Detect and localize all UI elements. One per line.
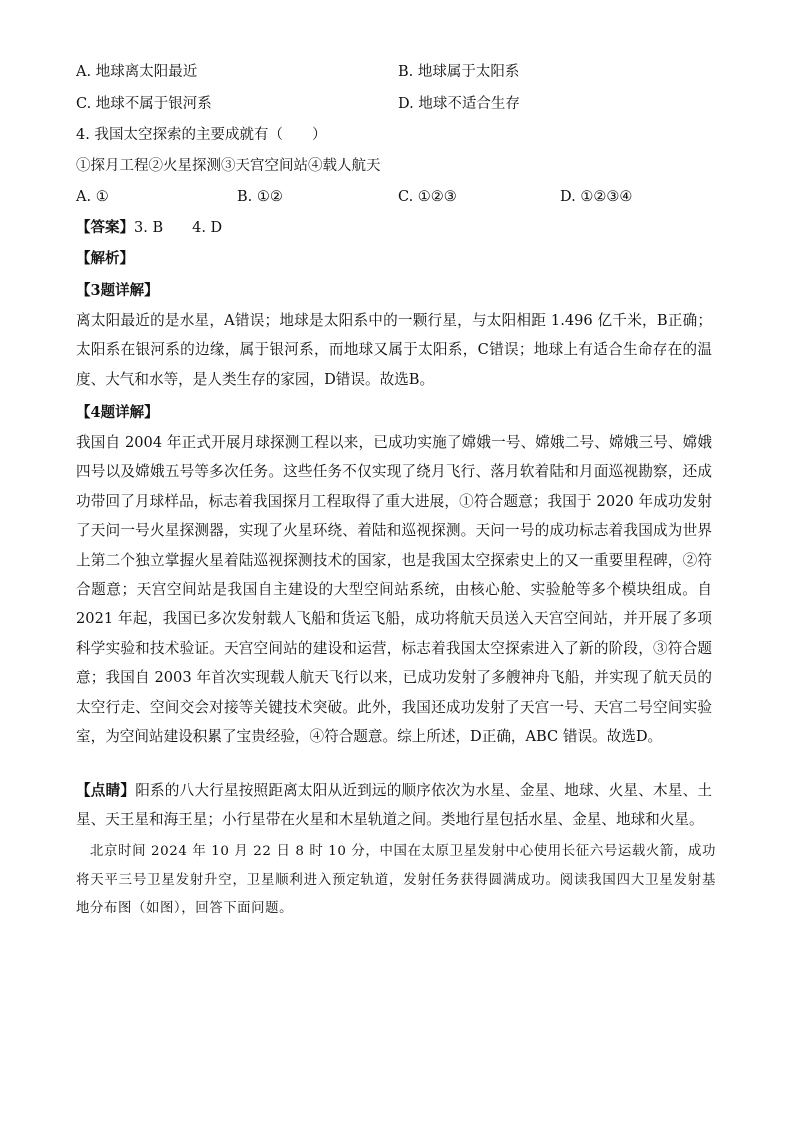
tip-paragraph — [76, 776, 712, 835]
q3-option-a: A. 地球离太阳最近 — [76, 64, 198, 80]
q4-detail-text: 我国自 2004 年正式开展月球探测工程以来，已成功实施了嫦娥一号、嫦娥二号、嫦娥三号、嫦娥四号以及嫦娥五号等多次任务。这些任务不仅实现了绕月飞行、落月软着陆和月面巡视勘察，还成功带回了月球样品，标志着我国探月工程取得了重大进展，①符合题意；我国于 2020 年成功发射了天问一号火星探测器，实现了火星环绕、着陆和巡视探测。天问一号的成功标志着我国成为世界上第二个独立掌握火星着陆巡视探测技术的国家，也是我国太空探索史上的又一重要里程碑，②符合题意；天宫空间站是我国自主建设的大型空间站系统，由核心舱、实验舱等多个模块组成。自 2021 年起，我国已多次发射载人飞船和货运飞船，成功将航天员送入天宫空间站，并开展了多项科学实验和技术验证。天宫空间站的建设和运营，标志着我国太空探索进入了新的阶段，③符合题意；我国自 2003 年首次实现载人航天飞行以来，已成功发射了多艘神舟飞船，并实现了航天员的太空行走、空间交会对接等关键技术突破。此外，我国还成功发射了天宫一号、天宫二号空间实验室，为空间站建设积累了宝贵经验，④符合题意。综上所述，D正确，ABC 错误。故选D。 — [76, 434, 712, 746]
answer-label: 【答案】 — [76, 219, 134, 236]
q4-detail-label: 【4题详解】 — [76, 404, 159, 421]
q3-detail-label: 【3题详解】 — [76, 282, 159, 299]
q3-option-c: C. 地球不属于银河系 — [76, 96, 212, 112]
q4-stem: 4. 我国太空探索的主要成就有（ ） — [76, 127, 327, 143]
q4-items: ①探月工程②火星探测③天宫空间站④载人航天 — [76, 158, 381, 174]
q3-option-b: B. 地球属于太阳系 — [398, 64, 520, 80]
tip-label: 【点睛】 — [76, 782, 136, 799]
q4-option-c: C. ①②③ — [398, 189, 457, 205]
tip-text: 阳系的八大行星按照距离太阳从近到远的顺序依次为水星、金星、地球、火星、木星、土星、天王星和海王星；小行星带在火星和木星轨道之间。类地行星包括水星、金星、地球和火星。 — [76, 782, 712, 829]
q4-option-a: A. ① — [76, 189, 109, 205]
q3-option-d: D. 地球不适合生存 — [398, 96, 520, 112]
q4-option-b: B. ①② — [237, 189, 283, 205]
analysis-label: 【解析】 — [76, 250, 134, 267]
answer-line — [76, 218, 726, 238]
q3-detail-text: 离太阳最近的是水星，A错误；地球是太阳系中的一颗行星，与太阳相距 1.496 亿千米，B正确；太阳系在银河系的边缘，属于银河系，而地球又属于太阳系，C错误；地球上有适合生命存在的温度、大气和水等，是人类生存的家园，D错误。故选B。 — [76, 312, 712, 388]
answer-text: 3. B 4. D — [134, 220, 223, 236]
q4-option-d: D. ①②③④ — [560, 189, 633, 205]
next-material: 北京时间 2024 年 10 月 22 日 8 时 10 分，中国在太原卫星发射中心使用长征六号运载火箭，成功将天平三号卫星发射升空，卫星顺利进入预定轨道，发射任务获得圆满成功。阅读我国四大卫星发射基地分布图（如图），回答下面问题。 — [76, 844, 716, 916]
